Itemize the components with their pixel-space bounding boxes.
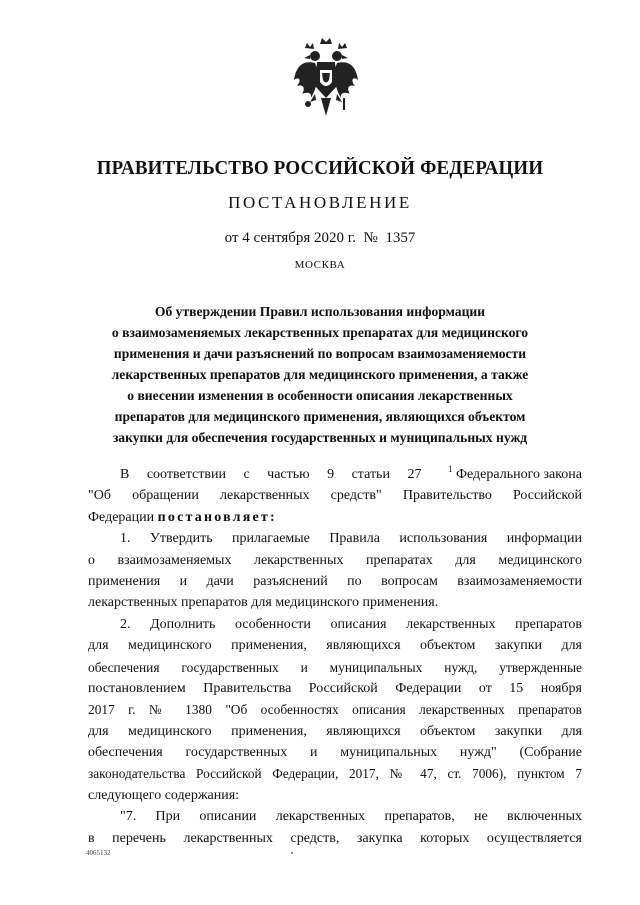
document-heading	[60, 301, 580, 448]
heading-line: Об утверждении Правил использования информации	[154, 304, 486, 319]
heading-line: применения и дачи разъяснений по вопросам взаимозаменяемости	[113, 346, 527, 361]
intro-tail: $^1$ Федерального закона	[447, 464, 582, 482]
paragraph-line: постановлением Правительства Российской Федерации от 15 ноября	[88, 680, 582, 696]
paragraph-line: применения и дачи разъяснений по вопросам взаимозаменяемости	[88, 573, 582, 589]
paragraph-line: 2017 г. № 1380 "Об особенностях описания лекарственных препаратов	[88, 702, 582, 718]
paragraph-line: 2. Дополнить особенности описания лекарственных препаратов	[120, 616, 582, 632]
heading-line: лекарственных препаратов для медицинского применения, а также	[111, 367, 529, 382]
document-code: 4065132	[86, 849, 111, 857]
intro-text: В соответствии с частью 9 статьи 27	[120, 467, 422, 482]
coat-of-arms-icon	[293, 36, 359, 118]
heading-line: закупки для обеспечения государственных и муниципальных нужд	[112, 430, 528, 445]
government-title: ПРАВИТЕЛЬСТВО РОССИЙСКОЙ ФЕДЕРАЦИИ	[96, 158, 544, 179]
paragraph-line: следующего содержания:	[88, 787, 240, 803]
intro-line	[88, 464, 582, 485]
paragraph-line: для медицинского применения, являющихся объектом закупки для	[88, 723, 582, 739]
paragraph-line: лекарственных препаратов для медицинского применения.	[88, 595, 439, 611]
paragraph-line: в перечень лекарственных средств, закупка которых осуществляется	[88, 830, 582, 846]
paragraph-line: для медицинского применения, являющихся объектом закупки для	[88, 638, 582, 654]
heading-line: о взаимозаменяемых лекарственных препаратах для медицинского	[111, 325, 529, 340]
intro-line: "Об обращении лекарственных средств" Правительство Российской	[88, 488, 582, 504]
heading-line: препаратов для медицинского применения, являющихся объектом	[114, 409, 526, 424]
paragraph-line: обеспечения государственных и муниципальных нужд" (Собрание	[88, 745, 582, 761]
document-body	[88, 464, 582, 849]
heading-line: о внесении изменения в особенности описания лекарственных	[127, 388, 513, 403]
document-date-number: от 4 сентября 2020 г. № 1357	[224, 230, 416, 246]
paragraph-line: "7. При описании лекарственных препаратов, не включенных	[120, 809, 582, 825]
article-superscript: 1	[447, 464, 453, 474]
paragraph-line: законодательства Российской Федерации, 2017, № 47, ст. 7006), пунктом 7	[88, 766, 582, 782]
paragraph-line: о взаимозаменяемых лекарственных препаратах для медицинского	[88, 552, 582, 568]
document-type: ПОСТАНОВЛЕНИЕ	[228, 193, 412, 212]
paragraph-line: обеспечения государственных и муниципальных нужд, утвержденные	[88, 659, 582, 675]
intro-line: Федерации постановляет:	[88, 509, 277, 525]
paragraph-line: 1. Утвердить прилагаемые Правила использования информации	[120, 531, 582, 547]
city: МОСКВА	[294, 259, 346, 271]
decision-word: постановляет:	[157, 509, 277, 525]
scan-dot	[291, 852, 293, 854]
